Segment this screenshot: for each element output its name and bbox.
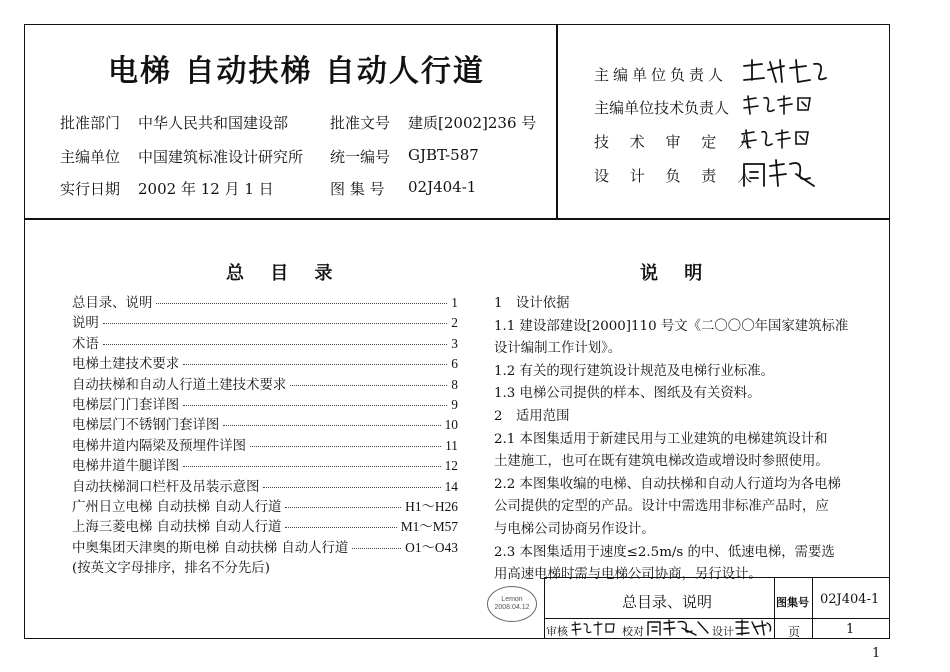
atlas-no-value: 02J404-1 — [820, 592, 880, 607]
explanation-line: 2.3 本图集适用于速度≤2.5m/s 的中、低速电梯，需要选 — [494, 544, 835, 560]
signature-reviewer — [570, 621, 620, 637]
toc-item-page: 2 — [451, 315, 458, 331]
explanation-text — [494, 292, 866, 586]
stamp-text-2: 2008.04.12 — [494, 604, 530, 611]
toc-item-title: 电梯层门不锈钢门套详图 — [72, 418, 220, 434]
signature-chief-unit-tech-leader — [740, 92, 820, 120]
toc-item[interactable] — [72, 333, 458, 353]
toc-leader-dots — [183, 466, 440, 467]
page-label: 页 — [788, 625, 801, 639]
toc-item-title: 广州日立电梯 自动扶梯 自动人行道 — [72, 499, 282, 515]
review-label: 审核 — [546, 625, 568, 638]
explanation-line: 1.3 电梯公司提供的样本、图纸及有关资料。 — [494, 386, 761, 402]
signature-design-leader — [740, 158, 820, 190]
toc-item[interactable] — [72, 516, 458, 536]
toc-leader-dots — [103, 323, 448, 324]
toc-item-title: 上海三菱电梯 自动扶梯 自动人行道 — [72, 520, 282, 536]
unified-number-value: GJBT-587 — [408, 146, 479, 164]
explanation-line: 1.2 有关的现行建筑设计规范及电梯行业标准。 — [494, 363, 774, 379]
toc-leader-dots — [352, 548, 401, 549]
toc-list — [72, 292, 458, 576]
signature-tech-approver — [738, 126, 818, 154]
toc-sort-note: (按英文字母排序，排名不分先后) — [72, 561, 270, 577]
toc-item[interactable] — [72, 353, 458, 373]
page-value: 1 — [846, 622, 855, 637]
explanation-line: 与电梯公司协商另作设计。 — [494, 521, 655, 537]
unified-number-label: 统一编号 — [330, 148, 391, 166]
explanation-line: 土建施工，也可在既有建筑电梯改造或增设时参照使用。 — [494, 454, 829, 470]
drawing-title: 总目录、说明 — [622, 593, 713, 611]
chief-editor-unit-label: 主编单位 — [60, 148, 121, 166]
signature-checker — [646, 619, 710, 637]
approval-dept-value: 中华人民共和国建设部 — [138, 114, 289, 132]
chief-unit-leader-label: 主编单位负责人 — [594, 66, 728, 84]
toc-leader-dots — [263, 487, 440, 488]
toc-item[interactable] — [72, 455, 458, 475]
toc-heading: 总 目 录 — [226, 263, 343, 284]
toc-item[interactable] — [72, 292, 458, 312]
toc-item-page: 8 — [451, 376, 458, 392]
toc-leader-dots — [103, 344, 448, 345]
toc-item-title: 自动扶梯和自动人行道土建技术要求 — [72, 377, 287, 393]
toc-item-title: 总目录、说明 — [72, 296, 153, 311]
toc-leader-dots — [285, 527, 396, 528]
tech-approver-label: 技 术 审 定 人 — [594, 133, 761, 151]
toc-item[interactable] — [72, 476, 458, 496]
toc-item-page: 11 — [445, 437, 458, 453]
toc-item-page: 1 — [451, 295, 458, 310]
effective-date-label: 实行日期 — [60, 180, 121, 198]
toc-item-page: 6 — [451, 356, 458, 372]
title-block-mid-line — [544, 618, 890, 619]
stamp-seal — [487, 586, 537, 622]
explanation-line: 设计编制工作计划》。 — [494, 341, 622, 357]
design-leader-label: 设 计 负 责 人 — [594, 167, 761, 185]
toc-item-page: 14 — [444, 478, 458, 494]
toc-item[interactable] — [72, 374, 458, 394]
toc-item[interactable] — [72, 394, 458, 414]
toc-leader-dots — [183, 364, 447, 365]
toc-item-page: 12 — [444, 458, 458, 474]
sheet-number: 1 — [872, 646, 881, 661]
explanation-line: 1.1 建设部建设[2000]110 号文《二〇〇〇年国家建筑标准 — [494, 318, 849, 334]
toc-item[interactable] — [72, 312, 458, 332]
toc-item-title: 说明 — [72, 316, 99, 332]
toc-item-title: 电梯层门门套详图 — [72, 397, 180, 413]
approval-doc-value: 建质[2002]236 号 — [408, 114, 537, 132]
atlas-title: 电梯 自动扶梯 自动人行道 — [108, 54, 485, 89]
title-block-col2 — [812, 577, 813, 639]
approval-doc-label: 批准文号 — [330, 114, 391, 132]
explanation-line: 2.2 本图集收编的电梯、自动扶梯和自动人行道均为各电梯 — [494, 476, 841, 492]
chief-unit-tech-leader-label: 主编单位技术负责人 — [594, 99, 730, 117]
header-divider-horizontal — [24, 218, 890, 220]
toc-item-page: 9 — [451, 396, 458, 412]
chief-editor-unit-value: 中国建筑标准设计研究所 — [138, 148, 304, 166]
stamp-text-1: Lemon — [501, 595, 523, 603]
check-label: 校对 — [622, 625, 644, 638]
title-block-col1 — [774, 577, 775, 639]
approval-dept-label: 批准部门 — [60, 114, 121, 132]
toc-item-title: 电梯土建技术要求 — [72, 357, 180, 373]
atlas-number-value: 02J404-1 — [408, 178, 477, 196]
explanation-heading: 说 明 — [640, 263, 713, 284]
toc-item-page: 3 — [451, 335, 458, 351]
toc-item[interactable] — [72, 414, 458, 434]
toc-item-title: 术语 — [72, 336, 99, 352]
atlas-no-label: 图集号 — [776, 596, 809, 609]
toc-item[interactable] — [72, 496, 458, 516]
atlas-number-label: 图 集 号 — [330, 180, 385, 198]
signature-chief-unit-leader — [740, 56, 830, 86]
toc-leader-dots — [156, 303, 447, 304]
explanation-line: 2 适用范围 — [494, 408, 570, 424]
effective-date-value: 2002 年 12 月 1 日 — [138, 180, 274, 198]
explanation-line: 用高速电梯时需与电梯公司协商，另行设计。 — [494, 567, 762, 583]
design-label: 设计 — [712, 625, 734, 638]
toc-item[interactable] — [72, 537, 458, 557]
toc-leader-dots — [183, 405, 447, 406]
toc-leader-dots — [223, 425, 440, 426]
toc-item-title: 电梯井道牛腿详图 — [72, 459, 180, 475]
toc-leader-dots — [290, 385, 447, 386]
toc-item-page: 10 — [444, 417, 458, 433]
toc-leader-dots — [285, 507, 401, 508]
toc-item-title: 中奥集团天津奥的斯电梯 自动扶梯 自动人行道 — [72, 540, 349, 556]
explanation-line: 1 设计依据 — [494, 296, 570, 311]
explanation-line: 公司提供的定型的产品。设计中需选用非标准产品时，应 — [494, 499, 829, 515]
toc-item-title: 自动扶梯洞口栏杆及吊装示意图 — [72, 479, 260, 495]
toc-item[interactable] — [72, 435, 458, 455]
toc-leader-dots — [250, 446, 441, 447]
toc-item-page: O1～O43 — [405, 539, 458, 555]
toc-item-page: M1～M57 — [400, 519, 458, 535]
explanation-line: 2.1 本图集适用于新建民用与工业建筑的电梯建筑设计和 — [494, 431, 828, 447]
header-divider-vertical — [556, 24, 558, 219]
toc-item-page: H1～H26 — [405, 498, 458, 514]
toc-item-title: 电梯井道内隔梁及预埋件详图 — [72, 438, 247, 454]
signature-designer — [734, 619, 774, 637]
